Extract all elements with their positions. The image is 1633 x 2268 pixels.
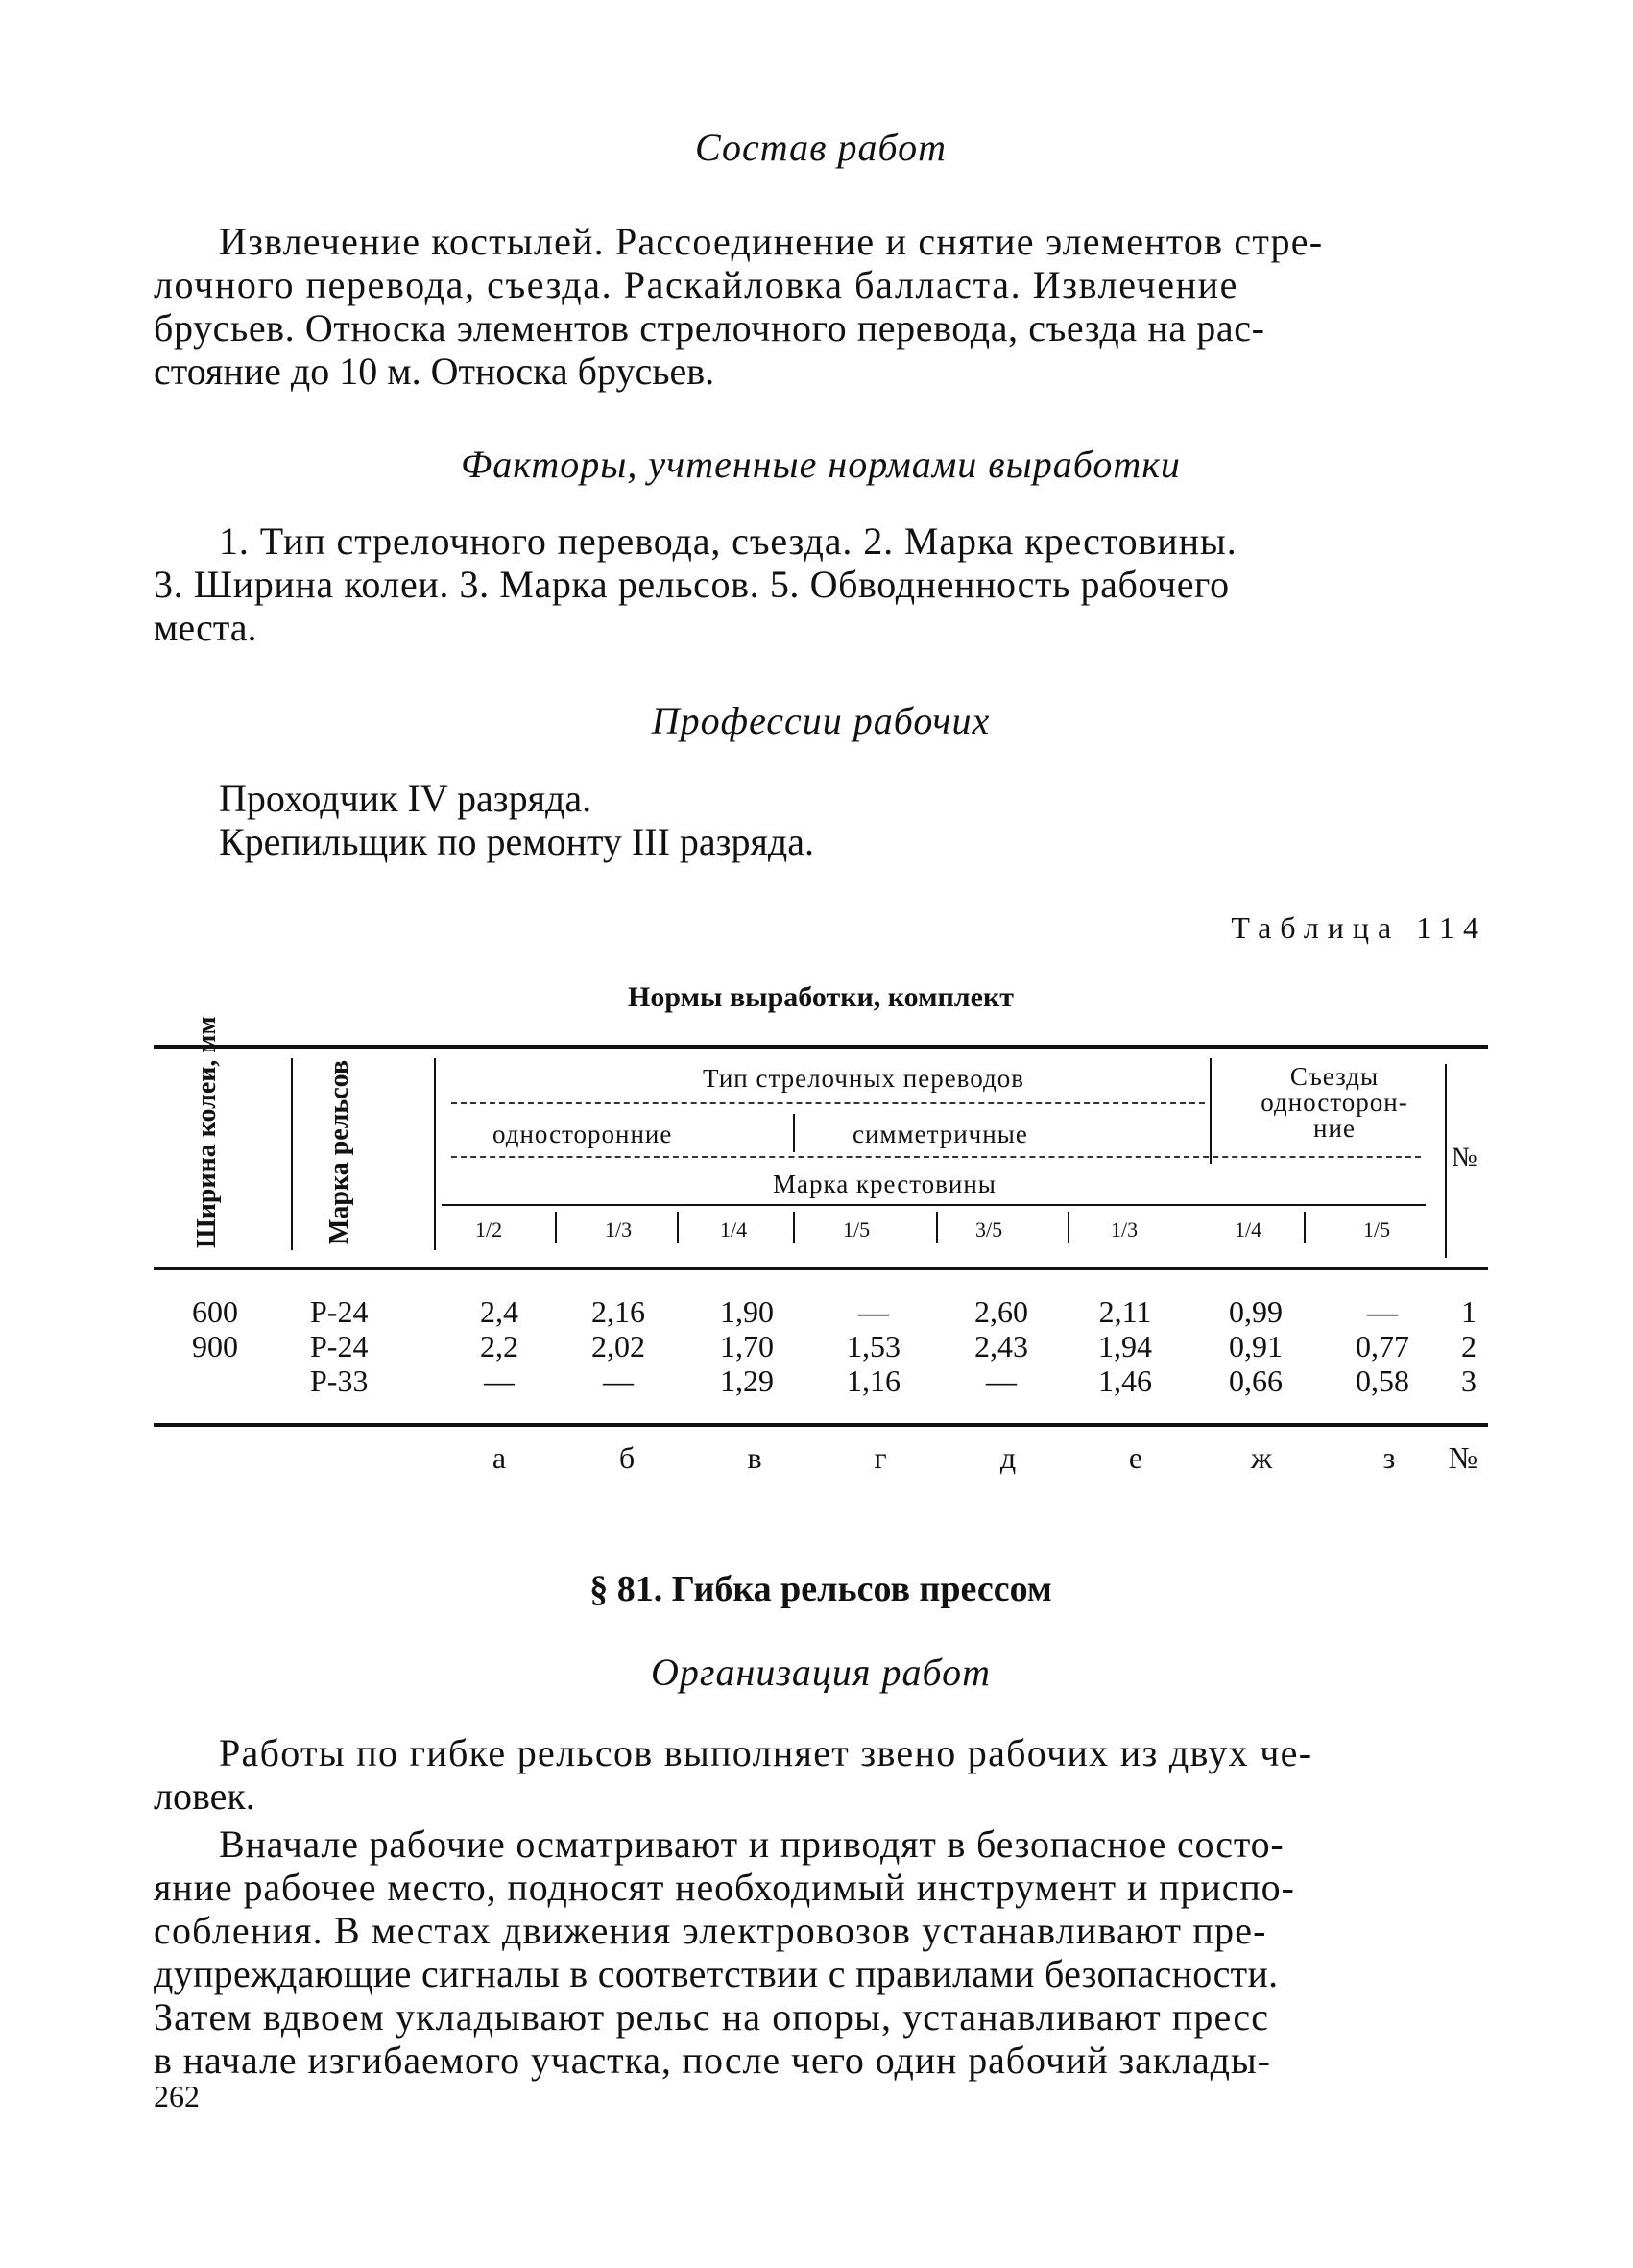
col-separator — [291, 1058, 293, 1250]
text-line: лочного перевода, съезда. Раскайловка балласта. Извлечение — [154, 263, 1238, 306]
cell-width: 600 — [192, 1294, 238, 1329]
text-line: брусьев. Относка элементов стрелочного перевода, съезда на рас- — [154, 306, 1265, 350]
footer-letter: б — [618, 1440, 636, 1475]
footer-letter: ж — [1250, 1440, 1273, 1475]
cell-row-no: 1 — [1461, 1294, 1477, 1329]
cell-value: 0,58 — [1356, 1363, 1409, 1398]
col-separator — [793, 1212, 795, 1243]
heading-factors: Факторы, учтенные нормами выработки — [461, 443, 1181, 486]
cell-value: 2,16 — [591, 1294, 645, 1329]
cell-value: 1,46 — [1098, 1363, 1152, 1398]
col-separator — [434, 1058, 436, 1250]
header-rule — [442, 1204, 1426, 1206]
cell-value: 2,02 — [591, 1329, 645, 1363]
table-top-rule — [154, 1045, 1488, 1049]
cell-value: 0,99 — [1229, 1294, 1283, 1329]
cell-value: 2,4 — [480, 1294, 518, 1329]
col-separator — [1068, 1212, 1069, 1243]
profession-item: Крепильщик по ремонту III разряда. — [219, 820, 814, 863]
text-line: стояние до 10 м. Относка брусьев. — [154, 350, 715, 393]
table-bottom-rule — [154, 1423, 1488, 1427]
fraction-a: 1/2 — [475, 1218, 503, 1242]
cell-value: 2,2 — [480, 1329, 518, 1363]
cell-rail: Р-33 — [310, 1363, 369, 1398]
text-line: в начале изгибаемого участка, после чего один рабочий заклады- — [154, 2039, 1271, 2082]
col-separator — [677, 1212, 679, 1243]
cell-value: 1,29 — [720, 1363, 774, 1398]
cell-value: — — [858, 1294, 889, 1329]
heading-professions: Профессии рабочих — [651, 699, 991, 742]
footer-letter: г — [874, 1440, 887, 1475]
group-symmetric: симметричные — [853, 1120, 1028, 1148]
fraction-v: 1/4 — [720, 1218, 748, 1242]
profession-item: Проходчик IV разряда. — [219, 777, 592, 820]
cell-value: 0,66 — [1229, 1363, 1283, 1398]
cell-value: — — [603, 1363, 634, 1398]
cell-rail: Р-24 — [310, 1329, 369, 1363]
cell-width: 900 — [192, 1329, 238, 1363]
text-line: дупреждающие сигналы в соответствии с правилами безопасности. — [154, 1952, 1279, 1995]
text-line: яние рабочее место, подносят необходимый инструмент и приспо- — [154, 1866, 1295, 1909]
text-line: ловек. — [154, 1774, 255, 1818]
group-crossovers: Съезды односторон-ние — [1261, 1062, 1408, 1143]
heading-organization: Организация работ — [650, 1651, 991, 1694]
cell-value: 1,70 — [720, 1329, 774, 1363]
col-separator — [1210, 1058, 1212, 1164]
cell-row-no: 3 — [1461, 1363, 1477, 1398]
col-header-rail: Марка рельсов — [324, 1059, 354, 1244]
footer-letter: в — [747, 1440, 762, 1475]
page-number: 262 — [154, 2079, 200, 2113]
cell-value: 1,94 — [1098, 1329, 1152, 1363]
fraction-zh: 1/4 — [1235, 1218, 1262, 1242]
cell-value: 0,91 — [1229, 1329, 1283, 1363]
group-single-sided: односторонние — [492, 1120, 673, 1148]
text-line: 1. Тип стрелочного перевода, съезда. 2. Марка крестовины. — [219, 519, 1237, 563]
col-separator — [1304, 1212, 1306, 1243]
col-header-width: Ширина колеи, мм — [192, 1016, 222, 1248]
col-separator — [1445, 1064, 1447, 1258]
cell-value: — — [986, 1363, 1017, 1398]
group-turnout-types: Тип стрелочных переводов — [703, 1064, 1024, 1093]
table-header-rule — [154, 1267, 1488, 1270]
footer-no: № — [1448, 1440, 1478, 1475]
col-separator — [793, 1114, 795, 1152]
fraction-d: 3/5 — [975, 1218, 1003, 1242]
footer-letter: е — [1128, 1440, 1143, 1475]
text-line: 3. Ширина колеи. 3. Марка рельсов. 5. Обводненность рабочего — [154, 563, 1230, 606]
section-title: § 81. Гибка рельсов прессом — [589, 1569, 1052, 1609]
cell-value: 2,11 — [1098, 1294, 1152, 1329]
cell-value: — — [1367, 1294, 1398, 1329]
fraction-g: 1/5 — [843, 1218, 871, 1242]
table-number: Таблица 114 — [1231, 910, 1487, 945]
cell-value: 1,53 — [847, 1329, 901, 1363]
cell-value: 0,77 — [1356, 1329, 1409, 1363]
cell-value: 2,43 — [974, 1329, 1028, 1363]
text-line: Извлечение костылей. Рассоединение и снятие элементов стре- — [219, 220, 1324, 263]
footer-letter: з — [1382, 1440, 1396, 1475]
cell-value: 1,90 — [720, 1294, 774, 1329]
header-dash — [451, 1102, 1205, 1104]
footer-letter: д — [999, 1440, 1017, 1475]
text-line: Работы по гибке рельсов выполняет звено рабочих из двух че- — [219, 1731, 1313, 1774]
cell-value: — — [484, 1363, 515, 1398]
fraction-z: 1/5 — [1363, 1218, 1391, 1242]
col-header-no: № — [1452, 1143, 1478, 1172]
text-line: Затем вдвоем укладывают рельс на опоры, устанавливают пресс — [154, 1995, 1270, 2039]
col-separator — [936, 1212, 938, 1243]
fraction-e: 1/3 — [1111, 1218, 1139, 1242]
crossing-mark-header: Марка крестовины — [773, 1170, 997, 1198]
col-separator — [555, 1212, 557, 1243]
cell-row-no: 2 — [1461, 1329, 1477, 1363]
header-dash — [451, 1156, 1421, 1158]
text-line: собления. В местах движения электровозов устанавливают пре- — [154, 1909, 1267, 1952]
cell-value: 2,60 — [974, 1294, 1028, 1329]
table-title: Нормы выработки, комплект — [628, 981, 1014, 1013]
text-line: места. — [154, 606, 257, 649]
fraction-b: 1/3 — [605, 1218, 633, 1242]
footer-letter: а — [492, 1440, 507, 1475]
heading-composition: Состав работ — [695, 126, 947, 169]
text-line: Вначале рабочие осматривают и приводят в безопасное состо- — [219, 1822, 1285, 1866]
cell-value: 1,16 — [847, 1363, 901, 1398]
cell-rail: Р-24 — [310, 1294, 369, 1329]
